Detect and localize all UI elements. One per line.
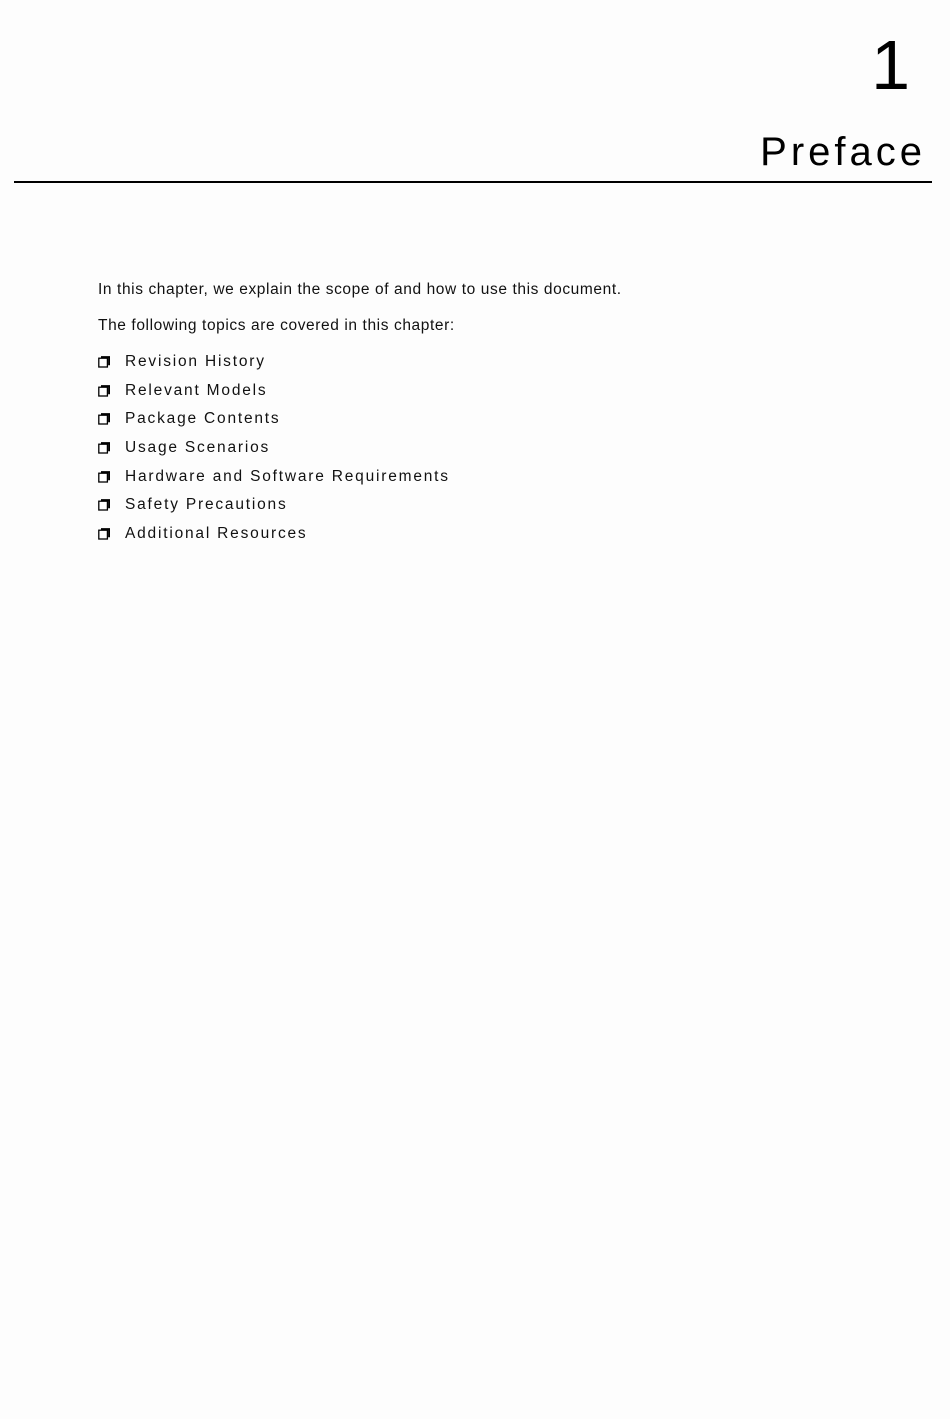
checkbox-icon: [98, 356, 110, 368]
topic-usage-scenarios: [98, 438, 898, 467]
intro-paragraph: In this chapter, we explain the scope of and how to use this document.: [98, 281, 622, 298]
chapter-title: Preface: [760, 130, 926, 174]
topic-label: Additional Resources: [125, 525, 308, 543]
topics-lead-paragraph: The following topics are covered in this chapter:: [98, 317, 455, 334]
topic-label: Hardware and Software Requirements: [125, 467, 450, 485]
topic-safety-precautions: [98, 495, 898, 524]
checkbox-icon: [98, 499, 110, 511]
topic-package-contents: [98, 409, 898, 438]
title-divider: [14, 181, 932, 183]
topic-label: Revision History: [125, 353, 266, 370]
topic-relevant-models: [98, 381, 898, 410]
checkbox-icon: [98, 385, 110, 397]
topic-hardware-software-requirements: [98, 467, 898, 496]
checkbox-icon: [98, 442, 110, 454]
topic-label: Package Contents: [125, 410, 281, 428]
checkbox-icon: [98, 471, 110, 483]
topic-label: Usage Scenarios: [125, 439, 271, 457]
chapter-number: 1: [871, 26, 910, 104]
topic-label: Safety Precautions: [125, 496, 288, 514]
topics-list: [98, 352, 898, 553]
checkbox-icon: [98, 413, 110, 425]
topic-additional-resources: [98, 524, 898, 553]
checkbox-icon: [98, 528, 110, 540]
topic-label: Relevant Models: [125, 381, 268, 399]
chapter-content: [98, 280, 898, 553]
topic-revision-history: [98, 352, 898, 381]
